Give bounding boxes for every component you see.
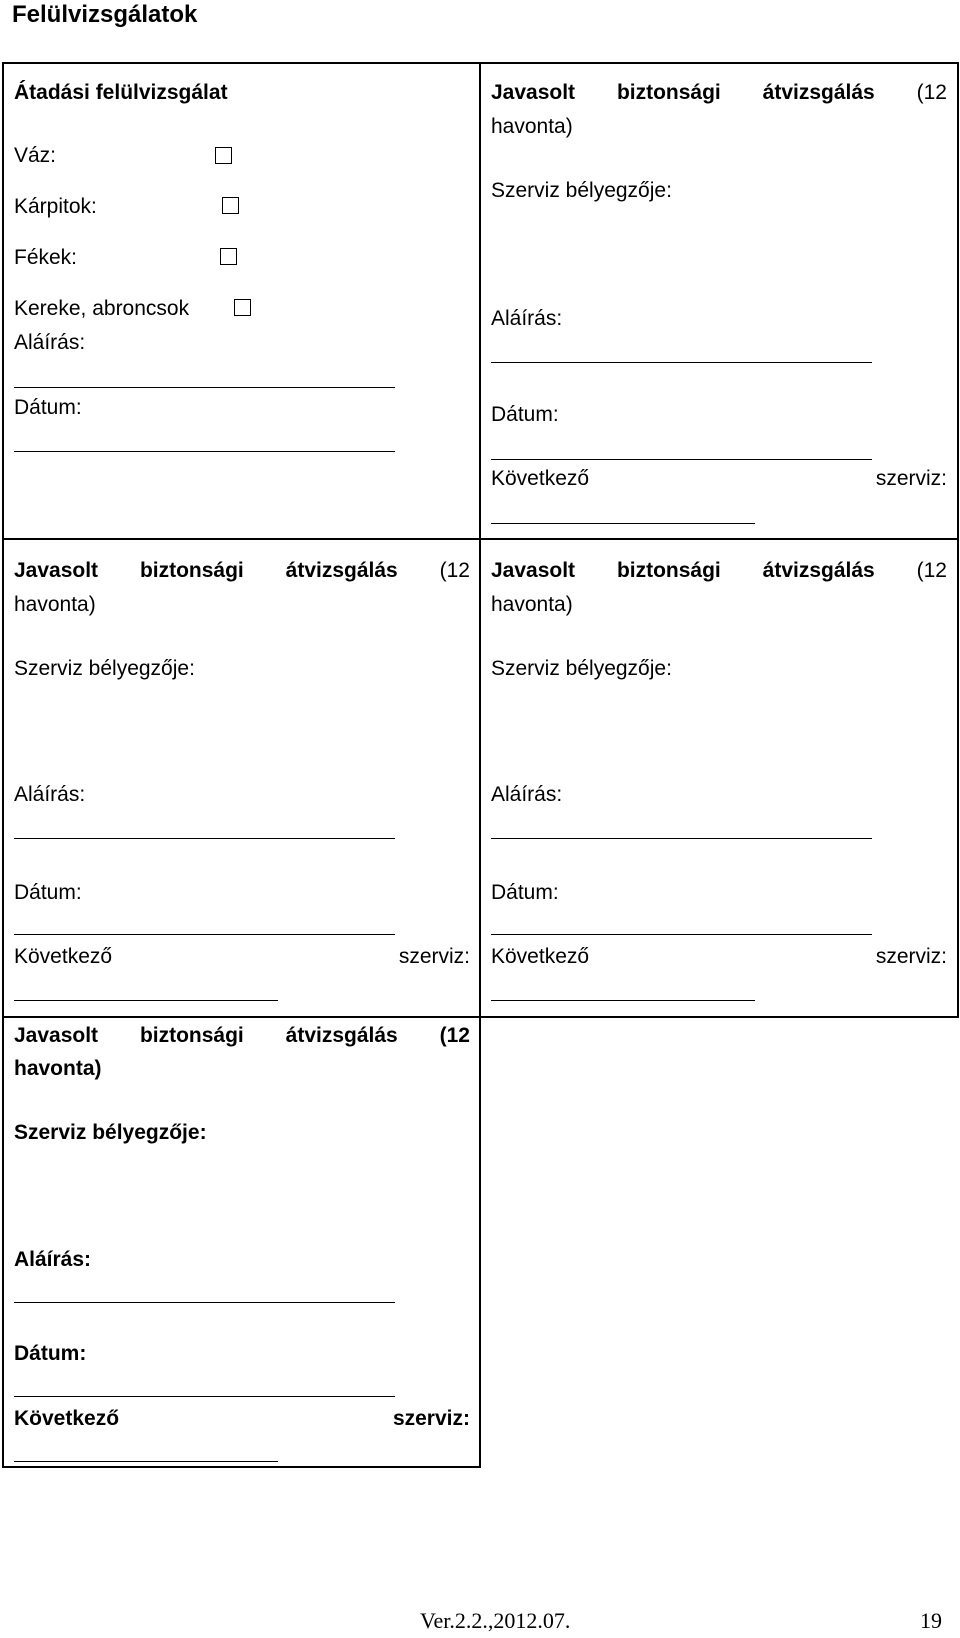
date-line[interactable] [14,934,395,935]
table-row-divider-1 [2,538,958,540]
stamp-label: Szerviz bélyegzője: [491,657,672,680]
check-item-karpitok: Kárpitok: [14,195,97,218]
heading-word: Javasolt [491,559,576,582]
signature-line[interactable] [491,838,872,839]
table-border-left [2,62,4,1468]
signature-line[interactable] [14,1302,395,1303]
check-item-vaz: Váz: [14,144,57,167]
date-label: Dátum: [14,396,82,419]
next-service-line[interactable] [491,1000,755,1001]
heading-word: Javasolt [14,559,99,582]
signature-line[interactable] [491,362,872,363]
page-title: Felülvizsgálatok [12,1,198,28]
heading-word: Javasolt [491,81,576,104]
heading-word: Javasolt [14,1024,99,1047]
inspection-heading [14,1023,470,1049]
checkbox-karpitok[interactable] [222,197,239,214]
check-item-fekek: Fékek: [14,246,78,269]
next-service-label [491,944,947,970]
date-line[interactable] [491,934,872,935]
next-word: Következő [14,1407,120,1430]
next-service-label [14,944,470,970]
table-border-right [957,62,959,1018]
heading-word: átvizsgálás [285,1024,398,1047]
heading-word: biztonsági [616,559,721,582]
date-line[interactable] [14,1396,395,1397]
stamp-label: Szerviz bélyegzője: [491,179,672,202]
inspection-heading [14,558,470,584]
date-line[interactable] [491,459,872,460]
next-service-line[interactable] [14,1461,278,1462]
date-label: Dátum: [491,403,559,426]
signature-line[interactable] [14,387,395,388]
next-word: Következő [14,945,113,968]
checkbox-kereke[interactable] [234,299,251,316]
checkbox-fekek[interactable] [220,248,237,265]
table-border-bottom [2,1466,481,1468]
heading-word: átvizsgálás [762,559,875,582]
heading-word: átvizsgálás [285,559,398,582]
inspection-heading-cont: havonta) [491,115,573,138]
table-divider-middle [479,62,481,1468]
handover-heading: Átadási felülvizsgálat [14,81,228,104]
checkbox-vaz[interactable] [215,147,232,164]
heading-word: biztonsági [139,1024,244,1047]
footer-version: Ver.2.2.,2012.07. [420,1608,571,1633]
next-word: Következő [491,945,590,968]
heading-word: (12 [439,1024,470,1047]
signature-label: Aláírás: [14,1248,92,1271]
heading-word: átvizsgálás [762,81,875,104]
table-row-divider-2 [2,1016,958,1018]
next-service-line[interactable] [491,523,755,524]
signature-label: Aláírás: [491,783,563,806]
next-service-label [14,1406,470,1432]
heading-word: (12 [916,559,947,582]
inspection-heading-cont: havonta) [14,1057,102,1080]
inspection-heading-cont: havonta) [491,593,573,616]
signature-label: Aláírás: [14,331,86,354]
signature-label: Aláírás: [491,307,563,330]
date-label: Dátum: [14,881,82,904]
inspection-heading-cont: havonta) [14,593,96,616]
date-label: Dátum: [14,1342,87,1365]
next-service-line[interactable] [14,1000,278,1001]
check-item-kereke: Kereke, abroncsok [14,297,190,320]
next-word: szerviz: [875,467,947,490]
signature-label: Aláírás: [14,783,86,806]
next-word: szerviz: [875,945,947,968]
heading-word: (12 [439,559,470,582]
next-word: szerviz: [398,945,470,968]
heading-word: (12 [916,81,947,104]
inspection-heading [491,558,947,584]
next-word: szerviz: [392,1407,470,1430]
signature-line[interactable] [14,838,395,839]
stamp-label: Szerviz bélyegzője: [14,1121,207,1144]
date-line[interactable] [14,451,395,452]
next-word: Következő [491,467,590,490]
inspection-heading [491,80,947,106]
date-label: Dátum: [491,881,559,904]
next-service-label [491,466,947,492]
heading-word: biztonsági [616,81,721,104]
footer-page-number: 19 [920,1608,942,1633]
heading-word: biztonsági [139,559,244,582]
stamp-label: Szerviz bélyegzője: [14,657,195,680]
